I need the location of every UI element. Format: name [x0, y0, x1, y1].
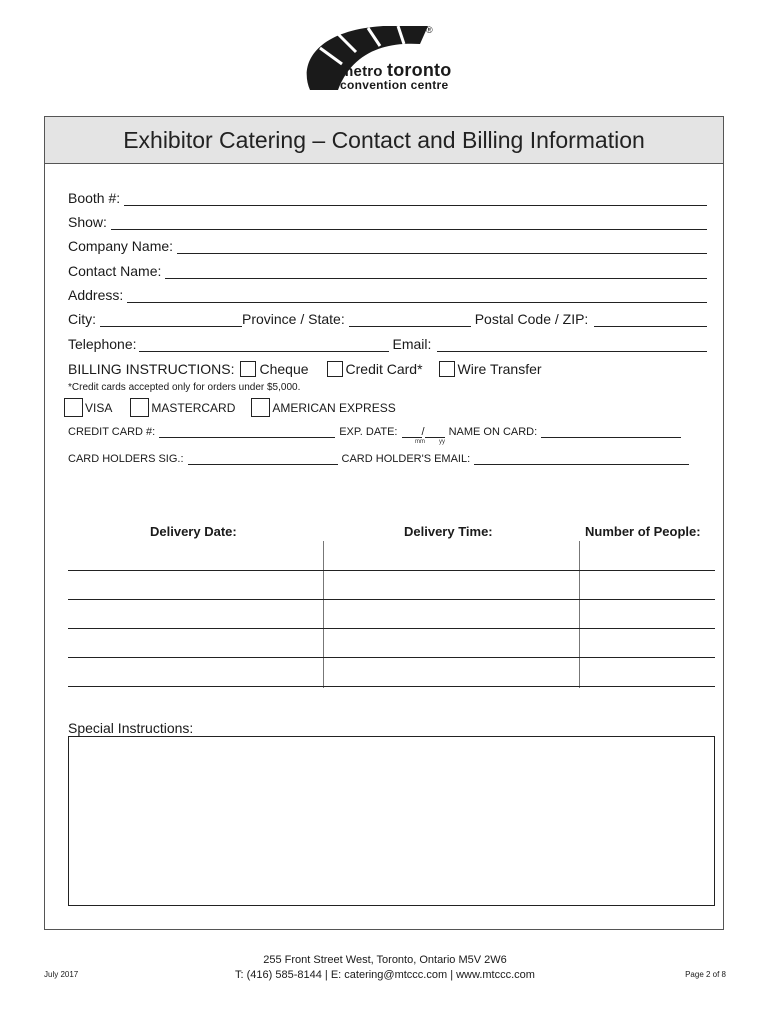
delivery-time-header: Delivery Time: [404, 524, 493, 539]
postal-line[interactable] [594, 314, 707, 327]
telephone-email-row[interactable] [68, 336, 707, 352]
exp-date-label: EXP. DATE: [339, 426, 398, 438]
credit-card-note: *Credit cards accepted only for orders under $5,000. [68, 382, 301, 393]
signature-label: CARD HOLDERS SIG.: [68, 453, 184, 465]
card-type-row [64, 398, 396, 417]
table-row[interactable] [68, 570, 715, 571]
mtcc-logo [298, 22, 478, 94]
mm-hint: mm [415, 439, 425, 445]
city-line[interactable] [100, 314, 242, 327]
table-divider [323, 541, 324, 688]
cheque-checkbox[interactable] [240, 361, 256, 377]
city-province-postal-row[interactable] [68, 311, 707, 327]
contact-name-field[interactable]: Contact Name: [68, 263, 707, 279]
amex-label: AMERICAN EXPRESS [272, 400, 396, 415]
delivery-date-header: Delivery Date: [150, 524, 237, 539]
table-row[interactable] [68, 657, 715, 658]
province-line[interactable] [349, 314, 471, 327]
table-row[interactable] [68, 628, 715, 629]
yy-hint: yy [439, 439, 445, 445]
registered-mark: ® [426, 25, 433, 35]
table-divider [579, 541, 580, 688]
credit-card-checkbox[interactable] [327, 361, 343, 377]
footer-contact: T: (416) 585-8144 | E: catering@mtccc.com | www.mtccc.com [235, 969, 535, 981]
wire-transfer-checkbox[interactable] [439, 361, 455, 377]
footer-date: July 2017 [44, 970, 79, 979]
credit-card-label: Credit Card* [345, 361, 423, 377]
table-row[interactable] [68, 599, 715, 600]
city-label: City: [68, 311, 96, 327]
number-of-people-header: Number of People: [585, 524, 701, 539]
cc-number-line[interactable] [159, 427, 335, 438]
card-email-line[interactable] [474, 454, 689, 465]
page-number: Page 2 of 8 [685, 970, 726, 979]
visa-checkbox[interactable] [64, 398, 83, 417]
signature-line[interactable] [188, 454, 338, 465]
logo-text-line1: metro toronto [340, 60, 452, 80]
logo-text-line2: convention centre [340, 78, 449, 92]
show-field[interactable]: Show: [68, 214, 707, 230]
exp-separator: / [421, 426, 425, 438]
name-on-card-line[interactable] [541, 427, 681, 438]
company-name-field[interactable]: Company Name: [68, 238, 707, 254]
email-label: Email: [392, 336, 432, 352]
amex-checkbox[interactable] [251, 398, 270, 417]
name-on-card-label: NAME ON CARD: [448, 426, 538, 438]
exp-month-line[interactable] [402, 427, 422, 438]
address-field[interactable]: Address: [68, 287, 707, 303]
special-instructions-box[interactable] [68, 736, 715, 906]
form-title-bar [45, 117, 723, 164]
credit-card-details-row [68, 426, 681, 438]
exp-year-line[interactable] [425, 427, 445, 438]
email-line[interactable] [437, 339, 707, 352]
billing-instructions-row [68, 361, 542, 377]
wire-transfer-label: Wire Transfer [457, 361, 542, 377]
booth-field[interactable]: Booth #: [68, 190, 707, 206]
cheque-label: Cheque [259, 361, 309, 377]
province-label: Province / State: [242, 311, 345, 327]
table-row[interactable] [68, 686, 715, 687]
mastercard-label: MASTERCARD [151, 400, 236, 415]
postal-label: Postal Code / ZIP: [474, 311, 589, 327]
form-title: Exhibitor Catering – Contact and Billing Information [123, 126, 645, 153]
cc-number-label: CREDIT CARD #: [68, 426, 156, 438]
mastercard-checkbox[interactable] [130, 398, 149, 417]
signature-row [68, 453, 689, 465]
footer-address: 255 Front Street West, Toronto, Ontario M5V 2W6 [263, 954, 507, 966]
special-instructions-label: Special Instructions: [68, 720, 194, 736]
visa-label: VISA [85, 400, 113, 415]
footer-address-block [0, 953, 770, 983]
form-frame [44, 116, 724, 930]
telephone-label: Telephone: [68, 336, 137, 352]
telephone-line[interactable] [139, 339, 389, 352]
card-email-label: CARD HOLDER'S EMAIL: [341, 453, 471, 465]
billing-label: BILLING INSTRUCTIONS: [68, 361, 235, 377]
